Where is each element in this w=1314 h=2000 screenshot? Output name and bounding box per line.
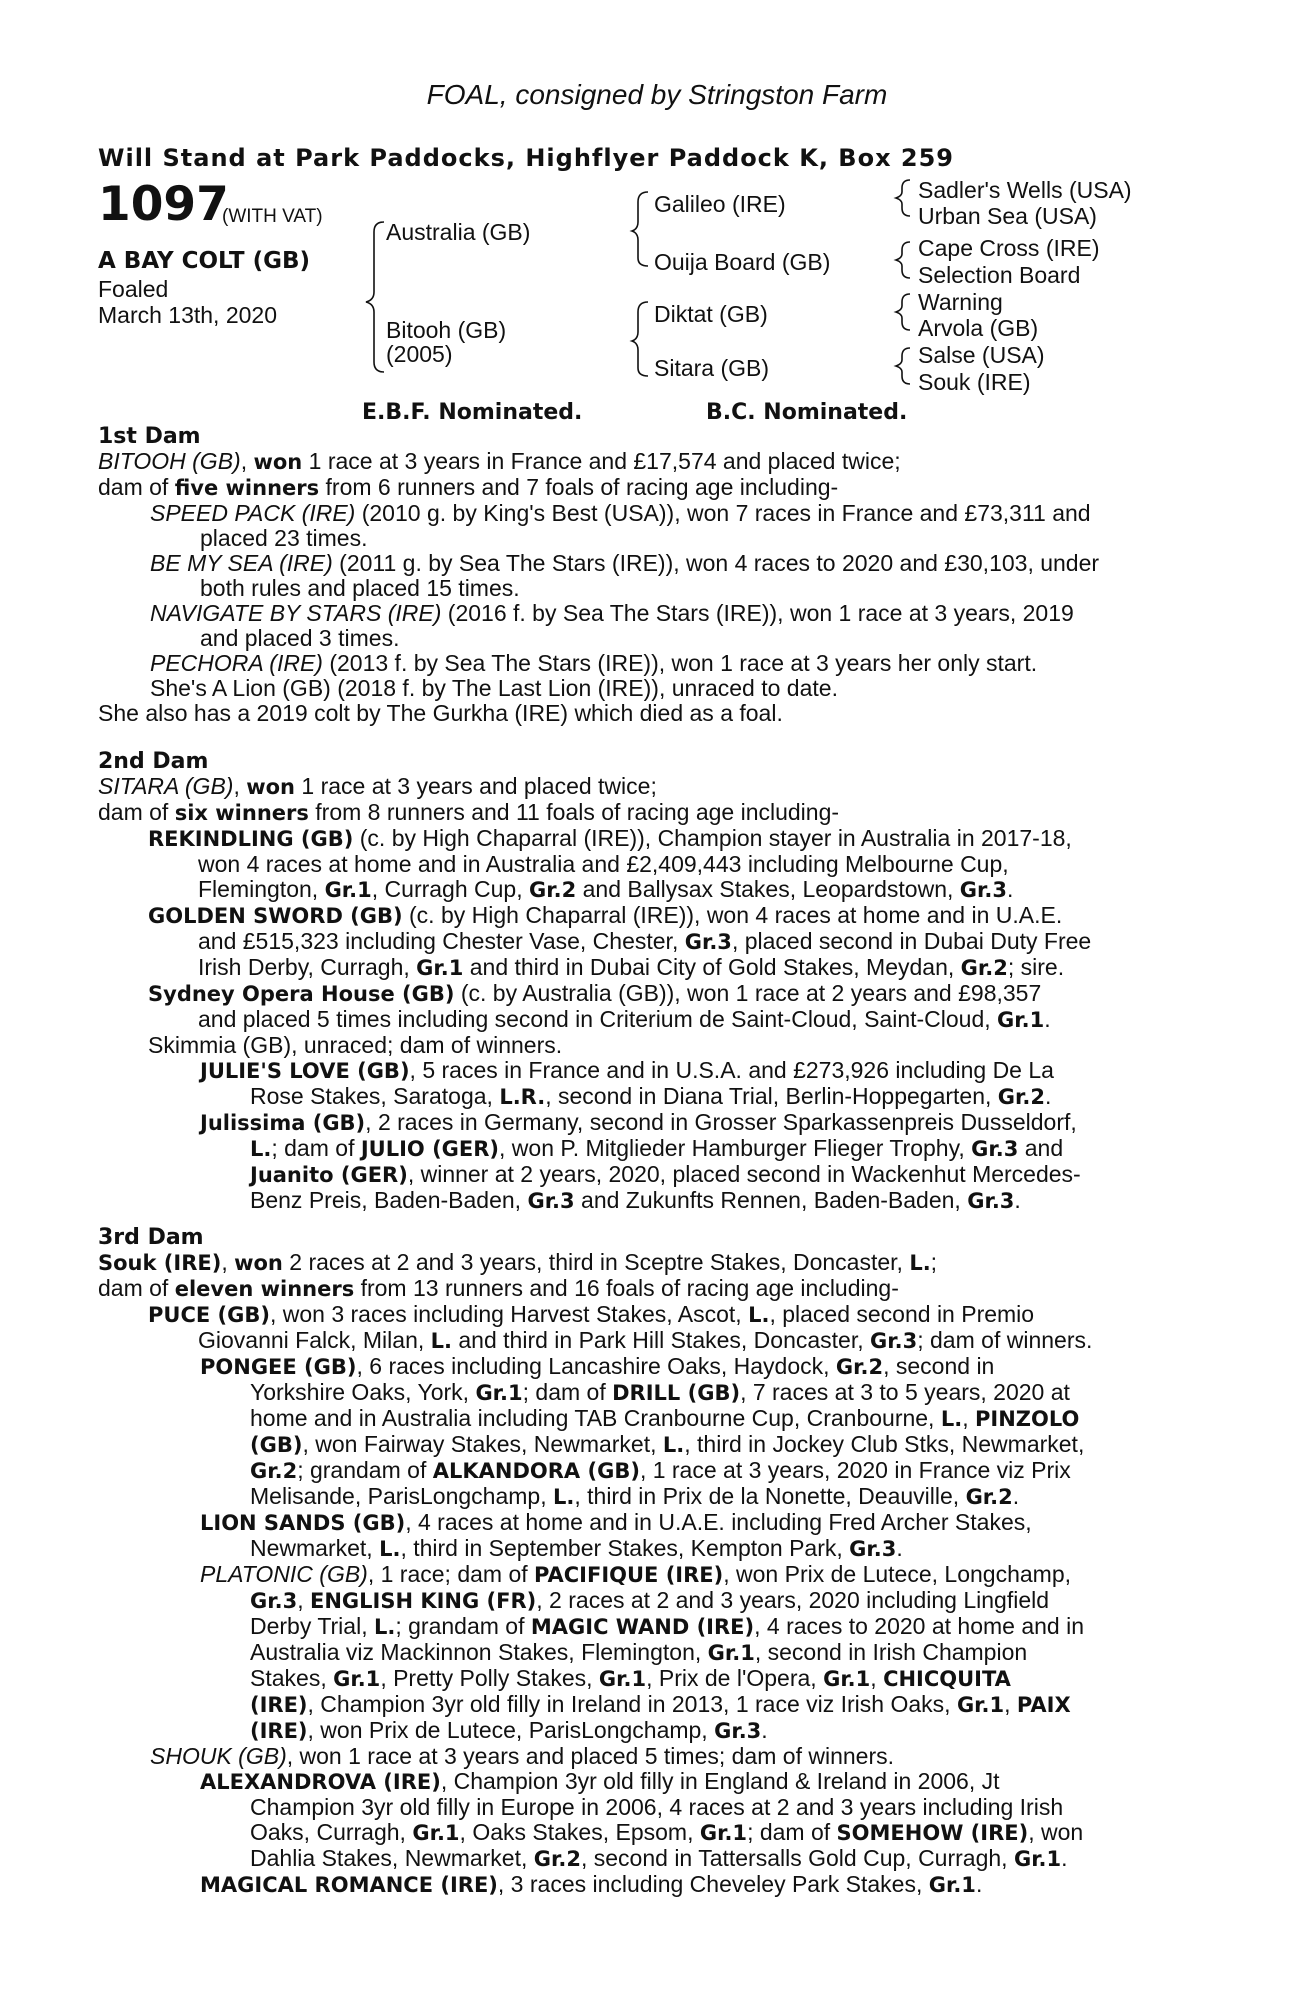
bold-run: Souk (IRE) (98, 1251, 222, 1275)
text-line (98, 1872, 1194, 1898)
text-run: , third in Prix de la Nonette, Deauville, (574, 1483, 966, 1509)
text-run: Dahlia Stakes, Newmarket, (250, 1845, 534, 1871)
pedigree-sss: Sadler's Wells (USA) (918, 177, 1132, 203)
text-line (98, 1354, 1194, 1380)
text-run: Skimmia (GB), unraced; dam of winners. (148, 1032, 563, 1058)
bold-run: (IRE) (250, 1693, 308, 1717)
bold-run: MAGICAL ROMANCE (IRE) (200, 1873, 498, 1897)
bold-run: Gr.1 (1013, 1847, 1062, 1871)
pedigree-dam-year: (2005) (386, 341, 453, 367)
bold-run: Gr.3 (870, 1329, 918, 1353)
text-run: ; dam of (271, 1135, 361, 1161)
text-run: , 2 races at 2 and 3 years, 2020 including Lingfield (536, 1587, 1050, 1613)
text-run: and placed 5 times including second in Criterium de Saint-Cloud, Saint-Cloud, (198, 1006, 998, 1032)
text-run: ; (930, 1249, 938, 1275)
text-run: from 8 runners and 11 foals of racing age including- (308, 799, 840, 825)
bold-run: won (246, 775, 296, 799)
bold-run: Gr.2 (965, 1485, 1013, 1509)
text-run: , 4 races at home and in U.A.E. including Fred Archer Stakes, (405, 1509, 1032, 1535)
italic-run: SITARA (GB) (98, 773, 234, 799)
bold-run: eleven winners (174, 1277, 355, 1301)
pedigree-dsd: Arvola (GB) (918, 315, 1039, 341)
text-line (98, 929, 1194, 955)
lot-number: 1097 (98, 177, 229, 232)
bold-run: Sydney Opera House (GB) (148, 982, 455, 1006)
text-line (98, 800, 1194, 826)
bold-run: Gr.3 (527, 1189, 575, 1213)
text-run: She's A Lion (GB) (2018 f. by The Last Lion (IRE)), unraced to date. (150, 675, 838, 701)
text-run: (c. by High Chaparral (IRE)), won 4 races at home and in U.A.E. (402, 902, 1063, 928)
bold-run: ALEXANDROVA (IRE) (200, 1770, 441, 1794)
bold-run: Gr.1 (416, 956, 464, 980)
text-run: . (1006, 876, 1014, 902)
text-run: , won Prix de Lutece, Longchamp, (723, 1561, 1071, 1587)
bold-run: L. (250, 1137, 272, 1161)
pedigree-dam-dam: Sitara (GB) (654, 355, 770, 381)
bold-run: PUCE (GB) (148, 1303, 270, 1327)
text-run: Newmarket, (250, 1535, 380, 1561)
text-run: . (1061, 1845, 1068, 1871)
pedigree-ddd: Souk (IRE) (918, 369, 1031, 395)
text-run: from 6 runners and 7 foals of racing age including- (319, 474, 839, 500)
bold-run: won (234, 1251, 283, 1275)
bold-run: (GB) (250, 1433, 303, 1457)
bold-run: Gr.1 (598, 1667, 647, 1691)
foaled-date: March 13th, 2020 (98, 302, 278, 328)
horse-title: A BAY COLT (GB) (98, 248, 311, 274)
text-run: ; dam of winners. (917, 1327, 1093, 1353)
bold-run: PONGEE (GB) (200, 1355, 357, 1379)
pedigree-dam: Bitooh (GB) (386, 317, 507, 343)
text-line (98, 1562, 1194, 1588)
text-line (98, 1162, 1194, 1188)
text-run: Giovanni Falck, Milan, (198, 1327, 431, 1353)
text-line (98, 626, 1194, 651)
text-line (98, 1007, 1194, 1033)
text-run: , Champion 3yr old filly in England & Ireland in 2006, Jt (440, 1768, 1000, 1794)
pedigree-sire-dam: Ouija Board (GB) (654, 249, 831, 275)
text-run: , 4 races to 2020 at home and in (754, 1613, 1085, 1639)
text-run: (2016 f. by Sea The Stars (IRE)), won 1 race at 3 years, 2019 (441, 600, 1074, 626)
text-run: ; grandam of (297, 1457, 433, 1483)
text-run: . (1045, 1083, 1052, 1109)
bold-run: Gr.3 (971, 1137, 1019, 1161)
bold-run: Gr.2 (835, 1355, 884, 1379)
pedigree-ssd: Urban Sea (USA) (918, 203, 1097, 229)
text-run: Benz Preis, Baden-Baden, (250, 1187, 528, 1213)
pedigree-sire: Australia (GB) (386, 219, 531, 245)
bold-run: L. (430, 1329, 452, 1353)
pedigree-sire-sire: Galileo (IRE) (654, 191, 786, 217)
bold-run: Gr.3 (250, 1589, 298, 1613)
italic-run: SHOUK (GB) (150, 1743, 287, 1769)
text-run: ; dam of (522, 1379, 613, 1405)
text-run: , placed second in Premio (769, 1301, 1035, 1327)
pedigree-sds: Cape Cross (IRE) (918, 235, 1100, 261)
page-header: FOAL, consigned by Stringston Farm (426, 79, 888, 110)
text-run: Yorkshire Oaks, York, (250, 1379, 476, 1405)
text-line (98, 1692, 1194, 1718)
bold-run: ALKANDORA (GB) (432, 1459, 640, 1483)
bold-run: JULIO (GER) (360, 1137, 500, 1161)
bold-run: Gr.1 (324, 878, 372, 902)
text-run: Champion 3yr old filly in Europe in 2006, 4 races at 2 and 3 years including Irish (250, 1794, 1064, 1820)
bold-run: MAGIC WAND (IRE) (530, 1615, 755, 1639)
bold-run: GOLDEN SWORD (GB) (148, 904, 403, 928)
foaled-label: Foaled (98, 276, 169, 302)
text-line (98, 1744, 1194, 1769)
text-run: and (1018, 1135, 1064, 1161)
text-line (98, 877, 1194, 903)
text-run: She also has a 2019 colt by The Gurkha (IRE) which died as a foal. (98, 700, 783, 726)
text-run: and £515,323 including Chester Vase, Chester, (198, 928, 685, 954)
text-run: , winner at 2 years, 2020, placed second in Wackenhut Mercedes- (407, 1161, 1081, 1187)
text-run: and Ballysax Stakes, Leopardstown, (576, 876, 960, 902)
text-run: , second in Tattersalls Gold Cup, Curragh, (580, 1845, 1014, 1871)
text-run: , (240, 448, 254, 474)
text-run: Irish Derby, Curragh, (198, 954, 417, 980)
text-line (98, 1136, 1194, 1162)
text-line (98, 1276, 1194, 1302)
text-line (98, 1084, 1194, 1110)
pedigree-dss: Warning (918, 289, 1003, 315)
bold-run: won (253, 450, 303, 474)
first-dam-body (98, 449, 1194, 726)
text-line (98, 1328, 1194, 1354)
bold-run: Gr.3 (967, 1189, 1015, 1213)
text-run: , second in Diana Trial, Berlin-Hoppegarten, (545, 1083, 998, 1109)
text-run: Stakes, (250, 1665, 334, 1691)
text-line (98, 1820, 1194, 1846)
bold-run: CHICQUITA (883, 1667, 1011, 1691)
bold-run: REKINDLING (GB) (148, 827, 354, 851)
bold-run: ENGLISH KING (FR) (309, 1589, 537, 1613)
text-line (98, 1614, 1194, 1640)
text-run: , Prix de l'Opera, (646, 1665, 824, 1691)
text-run: , 7 races at 3 to 5 years, 2020 at (740, 1379, 1070, 1405)
text-line (98, 1058, 1194, 1084)
text-run: , (221, 1249, 235, 1275)
bold-run: Gr.2 (960, 956, 1008, 980)
italic-run: BITOOH (GB) (98, 448, 241, 474)
text-line (98, 955, 1194, 981)
bold-run: Gr.1 (928, 1873, 976, 1897)
lot-vat: (WITH VAT) (222, 206, 323, 227)
text-run: , won Prix de Lutece, ParisLongchamp, (307, 1717, 715, 1743)
second-dam-heading: 2nd Dam (98, 749, 209, 774)
bold-run: Gr.2 (250, 1459, 298, 1483)
bold-run: L. (373, 1615, 396, 1639)
bold-run: five winners (174, 476, 320, 500)
text-run: , 2 races in Germany, second in Grosser Sparkassenpreis Dusseldorf, (365, 1109, 1077, 1135)
text-line (98, 1846, 1194, 1872)
text-line (98, 1432, 1194, 1458)
text-run: and Zukunfts Rennen, Baden-Baden, (574, 1187, 968, 1213)
text-run: Rose Stakes, Saratoga, (250, 1083, 500, 1109)
text-run: . (761, 1717, 768, 1743)
bold-run: Gr.3 (959, 878, 1007, 902)
text-line (98, 1188, 1194, 1214)
text-line (98, 676, 1194, 701)
bold-run: L. (662, 1433, 685, 1457)
text-run: , 6 races including Lancashire Oaks, Haydock, (356, 1353, 836, 1379)
text-line (98, 1380, 1194, 1406)
bold-run: Gr.3 (684, 930, 732, 954)
text-line (98, 1769, 1194, 1795)
bold-run: Gr.1 (333, 1667, 381, 1691)
text-run: , (1004, 1691, 1017, 1717)
text-run: . (896, 1535, 903, 1561)
bold-run: L.R. (499, 1085, 546, 1109)
first-dam-heading: 1st Dam (98, 424, 201, 449)
text-line (98, 449, 1194, 475)
stand-location: Will Stand at Park Paddocks, Highflyer Paddock K, Box 259 (98, 144, 955, 172)
bold-run: Gr.1 (956, 1693, 1005, 1717)
text-run: placed 23 times. (200, 525, 368, 551)
text-run: Australia viz Mackinnon Stakes, Flemington, (250, 1639, 708, 1665)
text-run: 1 race at 3 years and placed twice; (295, 773, 657, 799)
bold-run: Gr.2 (997, 1085, 1045, 1109)
bold-run: Gr.2 (533, 1847, 581, 1871)
text-run: , 1 race; dam of (367, 1561, 535, 1587)
third-dam-body (98, 1250, 1194, 1898)
bold-run: DRILL (GB) (612, 1381, 741, 1405)
text-run: , won P. Mitglieder Hamburger Flieger Trophy, (499, 1135, 972, 1161)
text-line (98, 1718, 1194, 1744)
text-run: , 3 races including Cheveley Park Stakes, (497, 1871, 929, 1897)
text-line (98, 475, 1194, 501)
text-run: , 1 race at 3 years, 2020 in France viz Prix (639, 1457, 1071, 1483)
pedigree-dam-sire: Diktat (GB) (654, 301, 768, 327)
text-run: , (297, 1587, 310, 1613)
text-run: and third in Park Hill Stakes, Doncaster, (452, 1327, 871, 1353)
text-run: . (975, 1871, 983, 1897)
text-run: dam of (98, 474, 175, 500)
text-run: (c. by High Chaparral (IRE)), Champion stayer in Australia in 2017-18, (353, 825, 1072, 851)
text-run: Melisande, ParisLongchamp, (250, 1483, 553, 1509)
text-line (98, 551, 1194, 576)
text-run: won 4 races at home and in Australia and £2,409,443 including Melbourne Cup, (198, 851, 1009, 877)
text-line (98, 601, 1194, 626)
bold-run: PAIX (1016, 1693, 1071, 1717)
text-run: (2011 g. by Sea The Stars (IRE)), won 4 races to 2020 and £30,103, under (332, 550, 1100, 576)
text-line (98, 981, 1194, 1007)
text-run: . (1044, 1006, 1051, 1032)
text-line (98, 501, 1194, 526)
text-line (98, 774, 1194, 800)
text-run: ; sire. (1007, 954, 1065, 980)
text-run: , won (1028, 1819, 1084, 1845)
bold-run: Gr.2 (529, 878, 577, 902)
text-line (98, 1406, 1194, 1432)
bold-run: SOMEHOW (IRE) (836, 1821, 1029, 1845)
text-line (98, 651, 1194, 676)
text-run: , Curragh Cup, (371, 876, 530, 902)
text-line (98, 903, 1194, 929)
text-run: , second in (883, 1353, 995, 1379)
text-run: (2010 g. by King's Best (USA)), won 7 races in France and £73,311 and (355, 500, 1091, 526)
text-line (98, 852, 1194, 877)
third-dam-heading: 3rd Dam (98, 1225, 204, 1250)
bold-run: Gr.1 (997, 1008, 1045, 1032)
bold-run: Gr.1 (823, 1667, 871, 1691)
text-run: dam of (98, 1275, 175, 1301)
ebf-nomination: E.B.F. Nominated. (362, 400, 583, 425)
text-run: ; grandam of (395, 1613, 531, 1639)
bold-run: L. (379, 1537, 401, 1561)
text-line (98, 826, 1194, 852)
text-line (98, 1458, 1194, 1484)
pedigree-dds: Salse (USA) (918, 342, 1045, 368)
text-line (98, 526, 1194, 551)
italic-run: PLATONIC (GB) (200, 1561, 368, 1587)
bold-run: L. (748, 1303, 770, 1327)
text-run: . (1012, 1483, 1020, 1509)
bold-run: Gr.1 (475, 1381, 523, 1405)
text-run: , Pretty Polly Stakes, (380, 1665, 599, 1691)
text-run: from 13 runners and 16 foals of racing age including- (354, 1275, 899, 1301)
text-run: both rules and placed 15 times. (200, 575, 520, 601)
text-run: , third in September Stakes, Kempton Park, (400, 1535, 850, 1561)
bc-nomination: B.C. Nominated. (706, 400, 908, 425)
text-run: , second in Irish Champion (754, 1639, 1028, 1665)
pedigree-sdd: Selection Board (918, 262, 1081, 288)
text-run: (2013 f. by Sea The Stars (IRE)), won 1 race at 3 years her only start. (322, 650, 1038, 676)
text-run: Derby Trial, (250, 1613, 374, 1639)
text-run: (c. by Australia (GB)), won 1 race at 2 years and £98,357 (454, 980, 1042, 1006)
text-run: home and in Australia including TAB Cranbourne Cup, Cranbourne, (250, 1405, 941, 1431)
text-run: 1 race at 3 years in France and £17,574 and placed twice; (302, 448, 901, 474)
bold-run: L. (940, 1407, 963, 1431)
text-run: dam of (98, 799, 175, 825)
italic-run: NAVIGATE BY STARS (IRE) (150, 600, 442, 626)
text-run: 2 races at 2 and 3 years, third in Sceptre Stakes, Doncaster, (282, 1249, 910, 1275)
bold-run: Gr.3 (849, 1537, 897, 1561)
bold-run: Gr.3 (714, 1719, 762, 1743)
text-line (98, 576, 1194, 601)
text-run: , placed second in Dubai Duty Free (731, 928, 1092, 954)
text-line (98, 1795, 1194, 1820)
text-line (98, 1588, 1194, 1614)
bold-run: L. (909, 1251, 931, 1275)
text-line (98, 1302, 1194, 1328)
bold-run: (IRE) (250, 1719, 308, 1743)
bold-run: Gr.1 (412, 1821, 460, 1845)
text-run: , won 3 races including Harvest Stakes, Ascot, (269, 1301, 749, 1327)
text-run: and placed 3 times. (200, 625, 400, 651)
text-run: , 5 races in France and in U.S.A. and £273,926 including De La (409, 1057, 1054, 1083)
text-run: Flemington, (198, 876, 325, 902)
text-run: . (1014, 1187, 1021, 1213)
text-run: , Oaks Stakes, Epsom, (459, 1819, 700, 1845)
bold-run: PINZOLO (974, 1407, 1080, 1431)
bold-run: JULIE'S LOVE (GB) (200, 1059, 410, 1083)
text-line (98, 1666, 1194, 1692)
bold-run: Gr.1 (699, 1821, 748, 1845)
text-line (98, 1536, 1194, 1562)
text-line (98, 1484, 1194, 1510)
text-run: and third in Dubai City of Gold Stakes, Meydan, (463, 954, 961, 980)
bold-run: PACIFIQUE (IRE) (534, 1563, 724, 1587)
bold-run: LION SANDS (GB) (200, 1511, 406, 1535)
text-run: , won 1 race at 3 years and placed 5 times; dam of winners. (286, 1743, 894, 1769)
text-line (98, 701, 1194, 726)
bold-run: L. (553, 1485, 575, 1509)
bold-run: Julissima (GB) (200, 1111, 366, 1135)
text-run: , (233, 773, 247, 799)
italic-run: SPEED PACK (IRE) (150, 500, 356, 526)
text-run: , third in Jockey Club Stks, Newmarket, (684, 1431, 1085, 1457)
text-run: Oaks, Curragh, (250, 1819, 413, 1845)
text-line (98, 1033, 1194, 1058)
italic-run: BE MY SEA (IRE) (150, 550, 333, 576)
text-run: , (870, 1665, 884, 1691)
second-dam-body (98, 774, 1194, 1214)
italic-run: PECHORA (IRE) (150, 650, 323, 676)
text-line (98, 1510, 1194, 1536)
text-run: , won Fairway Stakes, Newmarket, (302, 1431, 663, 1457)
text-line (98, 1250, 1194, 1276)
bold-run: Gr.1 (707, 1641, 755, 1665)
text-run: , (962, 1405, 975, 1431)
text-line (98, 1110, 1194, 1136)
bold-run: Juanito (GER) (250, 1163, 408, 1187)
text-run: , Champion 3yr old filly in Ireland in 2013, 1 race viz Irish Oaks, (307, 1691, 957, 1717)
text-line (98, 1640, 1194, 1666)
text-run: ; dam of (747, 1819, 837, 1845)
bold-run: six winners (174, 801, 309, 825)
